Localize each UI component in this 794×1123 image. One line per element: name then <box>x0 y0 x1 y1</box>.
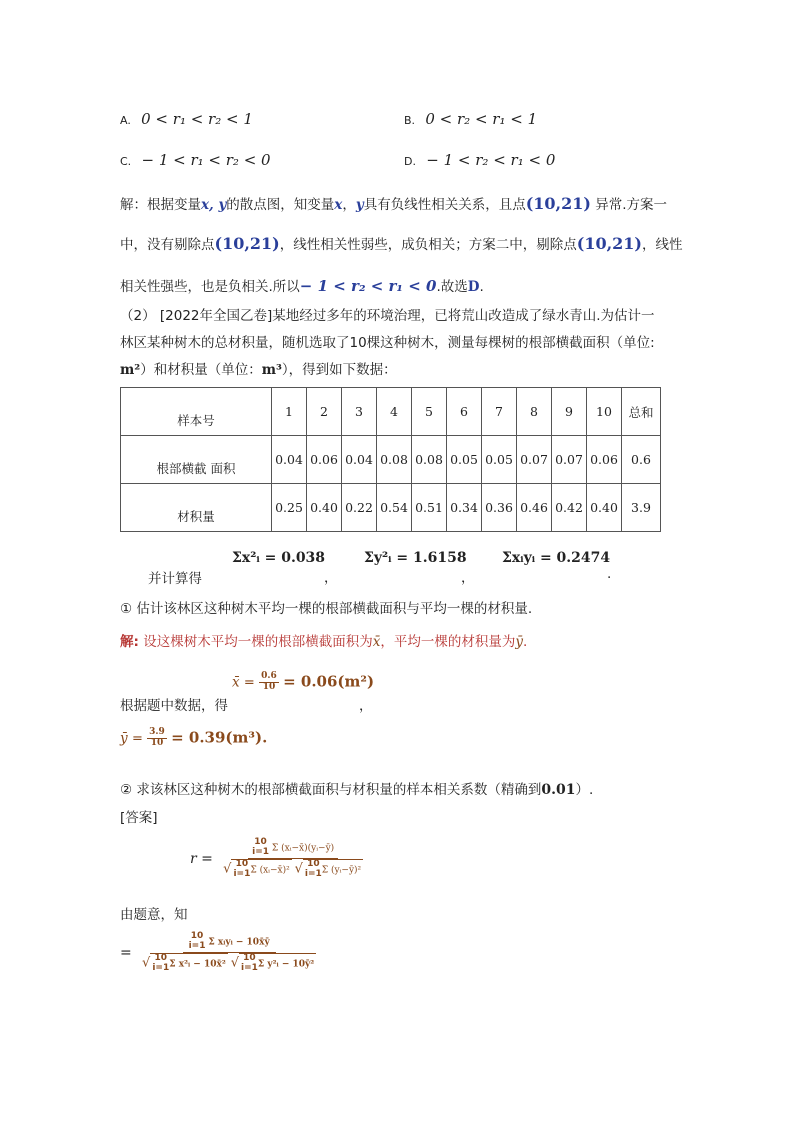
table-cell: 0.6 <box>622 436 661 484</box>
sum-lower: i=1 <box>152 962 170 973</box>
precision-value: 0.01 <box>541 782 576 798</box>
answer-expr: − 1 < r₂ < r₁ < 0 <box>299 277 437 295</box>
equals-sign: = <box>243 675 255 691</box>
table-row <box>121 436 661 484</box>
table-cell: 0.08 <box>377 436 412 484</box>
option-a-expr: 0 < r₁ < r₂ < 1 <box>141 110 253 128</box>
equals-sign: = <box>131 731 143 747</box>
row-label: 根部横截 面积 <box>121 436 272 484</box>
r-den-part-b: Σ (yᵢ−ȳ)² <box>321 865 362 876</box>
option-d <box>404 151 555 169</box>
solution-text: ，平均一棵的材积量为 <box>380 634 516 650</box>
sum-limits <box>252 838 269 858</box>
option-d-label: D. <box>404 155 416 168</box>
point-10-21: (10,21) <box>576 234 642 253</box>
y-bar-result: = 0.39(m³). <box>171 728 268 747</box>
solution-text: 解：根据变量 <box>120 197 201 213</box>
q2-given: 由题意，知 <box>120 907 188 923</box>
table-cell: 0.07 <box>552 436 587 484</box>
solution-text: 具有负线性相关关系，且点 <box>363 197 526 213</box>
table-cell: 0.07 <box>517 436 552 484</box>
equals-sign: = <box>120 944 132 961</box>
option-a <box>120 110 253 128</box>
y-bar-equation <box>120 728 267 749</box>
solution-line-1 <box>120 193 667 213</box>
header-label: 样本号 <box>121 388 272 436</box>
col-header: 5 <box>412 388 447 436</box>
sum-lower: i=1 <box>241 962 258 973</box>
solution-label: 解: <box>120 634 139 650</box>
sum-lower: i=1 <box>188 940 206 951</box>
option-d-expr: − 1 < r₂ < r₁ < 0 <box>426 151 556 169</box>
sums-sep-2: ， <box>461 570 475 586</box>
col-header: 1 <box>272 388 307 436</box>
table-header-row <box>121 388 661 436</box>
problem-text: ）和材积量（单位： <box>140 362 262 378</box>
solution-text: . <box>522 634 528 650</box>
table-cell: 0.54 <box>377 484 412 532</box>
table-cell: 0.04 <box>272 436 307 484</box>
sum-limits <box>305 860 322 880</box>
option-b <box>404 110 537 128</box>
col-header-total: 总和 <box>622 388 661 436</box>
solution-text: .故选 <box>436 279 468 295</box>
solution-line-2 <box>120 233 683 253</box>
solution-line-3 <box>120 275 484 295</box>
solution-text: . <box>479 279 484 295</box>
point-10-21: (10,21) <box>525 194 591 213</box>
option-a-label: A. <box>120 114 131 127</box>
sum-upper: 10 <box>254 837 267 847</box>
sqrt-content <box>239 953 316 974</box>
question-2 <box>120 778 593 798</box>
solution-text: 的散点图，知变量 <box>226 197 335 213</box>
q1-solution <box>120 630 527 650</box>
sum-limits <box>189 932 206 952</box>
sum-limits <box>233 860 250 880</box>
question-text: ② 求该林区这种树木的根部横截面积与材积量的样本相关系数（精确到 <box>120 782 542 798</box>
unit-m2: m² <box>120 362 141 378</box>
unit-m3: m³ <box>261 362 282 378</box>
expanded-numerator <box>183 932 276 953</box>
expanded-numerator-expr: Σ xᵢyᵢ − 10x̄ȳ <box>208 937 270 948</box>
option-c <box>120 151 271 169</box>
denominator: 10 <box>262 681 276 692</box>
question-1: ① 估计该林区这种树木平均一棵的根部横截面积与平均一棵的材积量. <box>120 601 533 617</box>
solution-text: 中，没有剔除点 <box>120 237 215 253</box>
sums-sep-1: ， <box>324 570 338 586</box>
r-numerator <box>248 838 338 859</box>
y-bar: ȳ <box>515 634 523 650</box>
col-header: 8 <box>517 388 552 436</box>
sqrt-icon: √ <box>142 955 151 971</box>
numerator: 3.9 <box>149 727 165 737</box>
r-numerator-expr: Σ (xᵢ−x̄)(yᵢ−ȳ) <box>271 843 335 854</box>
option-b-label: B. <box>404 114 416 127</box>
answer-tag: [答案] <box>120 810 158 826</box>
expanded-den-part-a: Σ x²ᵢ − 10x̄² <box>169 959 226 970</box>
q1-comma: ， <box>359 698 373 714</box>
x-bar: x̄ <box>372 634 381 650</box>
table-cell: 0.34 <box>447 484 482 532</box>
sqrt-content <box>231 859 291 880</box>
expanded-denominator <box>140 953 318 974</box>
option-c-expr: − 1 < r₁ < r₂ < 0 <box>141 151 271 169</box>
expanded-fraction <box>140 932 318 974</box>
solution-text: ， <box>342 197 356 213</box>
r-formula <box>190 838 365 880</box>
table-cell: 3.9 <box>622 484 661 532</box>
fraction <box>259 672 279 693</box>
table-cell: 0.05 <box>482 436 517 484</box>
sum-upper: 10 <box>154 952 168 963</box>
var-y: y <box>355 197 364 213</box>
expanded-den-part-b: Σ y²ᵢ − 10ȳ² <box>257 959 315 970</box>
table-cell: 0.22 <box>342 484 377 532</box>
sqrt-icon: √ <box>294 861 303 877</box>
problem-text: ），得到如下数据： <box>281 362 397 378</box>
option-c-label: C. <box>120 155 132 168</box>
table-row <box>121 484 661 532</box>
problem2-line-1: （2） [2022年全国乙卷]某地经过多年的环境治理，已将荒山改造成了绿水青山.为估计一 <box>120 308 655 324</box>
x-bar-result: = 0.06(m²) <box>283 672 375 691</box>
solution-text: 相关性强些，也是负相关.所以 <box>120 279 300 295</box>
sqrt-content <box>150 953 228 974</box>
expanded-formula <box>120 932 318 974</box>
table-cell: 0.36 <box>482 484 517 532</box>
answer-choice: D <box>467 279 480 295</box>
sqrt-icon: √ <box>230 955 239 971</box>
col-header: 6 <box>447 388 482 436</box>
table-cell: 0.06 <box>587 436 622 484</box>
table-cell: 0.08 <box>412 436 447 484</box>
data-table <box>120 387 661 532</box>
sum-lower: i=1 <box>233 868 251 879</box>
r-den-part-a: Σ (xᵢ−x̄)² <box>250 865 290 876</box>
sum-upper: 10 <box>190 931 204 941</box>
solution-text: 设这棵树木平均一棵的根部横截面积为 <box>138 634 373 650</box>
r-label: r = <box>190 850 213 867</box>
table-cell: 0.06 <box>307 436 342 484</box>
col-header: 4 <box>377 388 412 436</box>
r-denominator <box>221 859 365 880</box>
sum-xy: Σxᵢyᵢ = 0.2474 <box>502 550 611 566</box>
col-header: 10 <box>587 388 622 436</box>
table-cell: 0.04 <box>342 436 377 484</box>
sum-x-squared: Σx²ᵢ = 0.038 <box>232 550 326 566</box>
x-bar: x̄ <box>232 674 240 691</box>
problem2-line-3 <box>120 358 397 378</box>
table-cell: 0.51 <box>412 484 447 532</box>
sum-upper: 10 <box>307 858 320 869</box>
r-fraction <box>221 838 365 880</box>
col-header: 9 <box>552 388 587 436</box>
solution-text: 异常.方案一 <box>590 197 668 213</box>
sum-lower: i=1 <box>252 846 270 857</box>
var-xy: x, y <box>201 197 227 213</box>
sum-limits <box>152 954 169 974</box>
table-cell: 0.40 <box>307 484 342 532</box>
sum-upper: 10 <box>235 858 249 869</box>
option-b-expr: 0 < r₂ < r₁ < 1 <box>425 110 538 128</box>
col-header: 3 <box>342 388 377 436</box>
table-cell: 0.25 <box>272 484 307 532</box>
row-label: 材积量 <box>121 484 272 532</box>
table-cell: 0.40 <box>587 484 622 532</box>
col-header: 7 <box>482 388 517 436</box>
y-bar: ȳ <box>120 730 128 747</box>
sum-upper: 10 <box>243 952 256 963</box>
denominator: 10 <box>150 737 164 748</box>
sum-y-squared: Σy²ᵢ = 1.6158 <box>364 550 467 566</box>
var-x: x <box>334 197 343 213</box>
table-cell: 0.05 <box>447 436 482 484</box>
solution-text: ，线性 <box>642 237 683 253</box>
sum-lower: i=1 <box>304 868 322 879</box>
x-bar-equation <box>232 672 374 693</box>
sum-limits <box>241 954 258 974</box>
sums-prefix: 并计算得 <box>148 571 202 587</box>
q1-given: 根据题中数据，得 <box>120 698 228 714</box>
problem2-line-2: 林区某种树木的总材积量，随机选取了10棵这种树木，测量每棵树的根部横截面积（单位: <box>120 335 655 351</box>
sqrt-icon: √ <box>223 861 232 877</box>
table-cell: 0.46 <box>517 484 552 532</box>
table-cell: 0.42 <box>552 484 587 532</box>
solution-text: ，线性相关性弱些，成负相关；方案二中，剔除点 <box>279 237 577 253</box>
point-10-21: (10,21) <box>214 234 280 253</box>
sums-end: . <box>607 566 612 582</box>
question-text: ）. <box>575 782 594 798</box>
fraction <box>147 728 167 749</box>
sqrt-content <box>303 859 363 880</box>
numerator: 0.6 <box>261 671 277 681</box>
col-header: 2 <box>307 388 342 436</box>
